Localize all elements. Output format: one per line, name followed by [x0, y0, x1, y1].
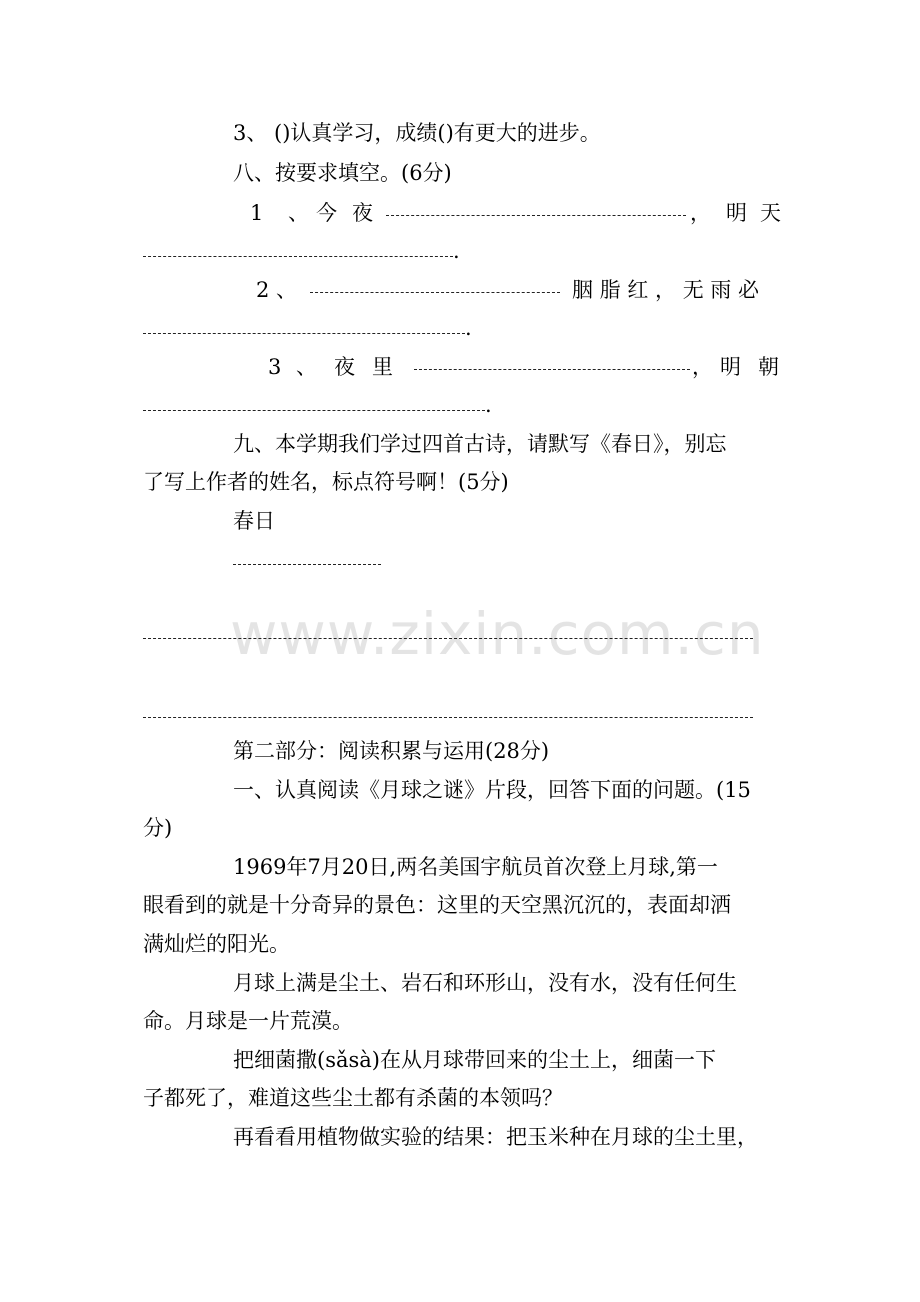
item-3-end-period: . — [485, 393, 492, 417]
item-1-blank-b[interactable] — [143, 256, 453, 257]
item-3-blank-a[interactable] — [414, 369, 690, 370]
poem-line-blank-1[interactable] — [143, 638, 753, 639]
question-3-line: 3、 ()认真学习，成绩()有更大的进步。 — [233, 121, 601, 145]
item-3-blank-b[interactable] — [143, 410, 485, 411]
passage-p1-line-2: 眼看到的就是十分奇异的景色：这里的天空黑沉沉的，表面却洒 — [143, 893, 731, 917]
passage-p2-line-1: 月球上满是尘土、岩石和环形山，没有水，没有任何生 — [233, 971, 737, 995]
reading-question-1-line-2: 分) — [143, 816, 173, 840]
item-2-separator: 、 — [276, 278, 297, 302]
fill-item-1 — [250, 198, 780, 228]
section-9-line-1: 九、本学期我们学过四首古诗，请默写《春日》，别忘 — [233, 432, 727, 456]
poem-title: 春日 — [233, 509, 275, 533]
passage-p3-line-1: 把细菌撒(sǎsà)在从月球带回来的尘土上，细菌一下 — [233, 1048, 716, 1072]
item-2-end-period: . — [465, 316, 472, 340]
item-2-number: 2 — [256, 278, 270, 302]
passage-p4-line-1: 再看看用植物做实验的结果：把玉米种在月球的尘土里， — [233, 1125, 758, 1149]
part-2-heading: 第二部分：阅读积累与运用(28分) — [233, 739, 550, 763]
item-3-word-d: 朝 — [758, 355, 779, 379]
item-1-separator: 、 — [288, 201, 309, 225]
item-3-word-a: 夜 — [334, 355, 355, 379]
item-1-word-a: 今 — [316, 201, 337, 225]
reading-question-1-line-1: 一、认真阅读《月球之谜》片段，回答下面的问题。(15 — [233, 778, 751, 802]
item-1-blank-a[interactable] — [386, 215, 686, 216]
item-1-comma: ， — [690, 201, 711, 225]
item-2-blank-b[interactable] — [143, 333, 465, 334]
passage-p2-line-2: 命。月球是一片荒漠。 — [143, 1009, 353, 1033]
section-8-heading: 八、按要求填空。(6分) — [233, 161, 452, 185]
item-3-number: 3 — [268, 355, 282, 379]
section-9-line-2: 了写上作者的姓名，标点符号啊！(5分) — [143, 470, 509, 494]
item-3-word-b: 里 — [372, 355, 393, 379]
author-blank[interactable] — [233, 564, 381, 565]
item-1-number: 1 — [250, 201, 264, 225]
poem-line-blank-2[interactable] — [143, 717, 753, 718]
fill-item-2 — [256, 275, 780, 305]
item-1-word-c: 明 — [726, 201, 747, 225]
passage-p3-line-2: 子都死了，难道这些尘土都有杀菌的本领吗？ — [143, 1086, 563, 1110]
item-1-word-b: 夜 — [352, 201, 373, 225]
item-2-text: 胭 脂 红 ， 无 雨 必 — [572, 278, 760, 302]
item-1-end-period: . — [453, 239, 460, 263]
item-3-comma: ， — [692, 355, 713, 379]
fill-item-3 — [268, 352, 780, 382]
item-1-word-d: 天 — [760, 201, 781, 225]
item-2-blank-a[interactable] — [310, 292, 560, 293]
watermark: www.zixin.com.cn — [230, 600, 765, 668]
passage-p1-line-1: 1969年7月20日,两名美国宇航员首次登上月球,第一 — [233, 855, 718, 879]
item-3-word-c: 明 — [720, 355, 741, 379]
item-3-separator: 、 — [296, 355, 317, 379]
passage-p1-line-3: 满灿烂的阳光。 — [143, 932, 290, 956]
